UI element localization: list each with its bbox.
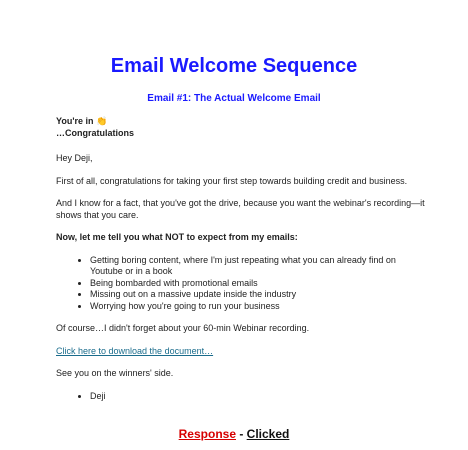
heading-text: You're in — [56, 116, 94, 126]
list-item: • Getting boring content, where I'm just repeating what you can already find on Youtube or in a book — [90, 255, 426, 278]
signature-item: • Deji — [90, 391, 426, 403]
clapping-hands-icon: 👏 — [96, 116, 108, 126]
heading-line-1 — [56, 116, 426, 128]
paragraph-congrats: First of all, congratulations for taking your first step towards building credit and business. — [56, 175, 408, 186]
list-item: • Missing out on a massive update inside the industry — [90, 289, 426, 301]
email-subtitle: Email #1: The Actual Welcome Email — [147, 93, 321, 104]
not-expect-list — [56, 255, 426, 313]
greeting: Hey Deji, — [56, 153, 93, 163]
status-label: Clicked — [246, 427, 290, 441]
paragraph-drive: And I know for a fact, that you've got the drive, because you want the webinar's recording—it shows that you care. — [56, 198, 425, 220]
not-expect-heading: Now, let me tell you what NOT to expect from my emails: — [56, 232, 298, 242]
response-label: Response — [178, 427, 236, 441]
list-item: • Being bombarded with promotional emails — [90, 278, 426, 290]
response-status — [0, 427, 468, 441]
list-item: • Worrying how you're going to run your business — [90, 301, 426, 313]
page-title: Email Welcome Sequence — [110, 55, 358, 77]
signature-list — [56, 391, 426, 403]
email-body — [56, 116, 426, 413]
email-heading — [56, 116, 426, 139]
heading-line-2: …Congratulations — [56, 127, 134, 138]
download-link[interactable]: Click here to download the document… — [56, 345, 214, 356]
sign-off: See you on the winners' side. — [56, 368, 174, 378]
download-paragraph — [56, 346, 426, 358]
status-separator: - — [236, 427, 247, 441]
paragraph-recording: Of course…I didn't forget about your 60-min Webinar recording. — [56, 323, 310, 333]
